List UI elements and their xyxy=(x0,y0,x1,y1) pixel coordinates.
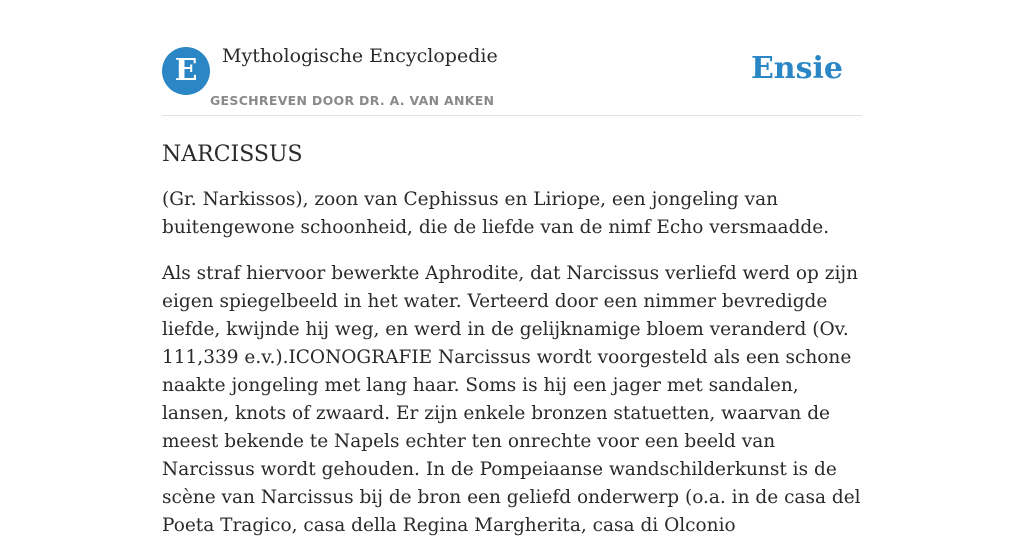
article-paragraph: (Gr. Narkissos), zoon van Cephissus en Liriope, een jongeling van buitengewone schoonheid, die de liefde van de nimf Echo versmaadde. xyxy=(162,189,830,238)
encyclopedia-logo-icon[interactable]: E xyxy=(162,47,210,95)
article-title: NARCISSUS xyxy=(162,142,303,167)
article-paragraph: Als straf hiervoor bewerkte Aphrodite, dat Narcissus verliefd werd op zijn eigen spiegelbeeld in het water. Verteerd door een nimmer bevredigde liefde, kwijnde hij weg, en werd in de gelijknamige bloem veranderd (Ov. 111,339 e.v.).ICONOGRAFIE Narcissus wordt voorgesteld als een schone naakte jongeling met lang haar. Soms is hij een jager met sandalen, lansen, knots of zwaard. Er zijn enkele bronzen statuetten, waarvan de meest bekende te Napels echter ten onrechte voor een beeld van Narcissus wordt gehouden. In de Pompeiaanse wandschilderkunst is de scène van Narcissus bij de bron een geliefd onderwerp (o.a. in de casa del Poeta Tragico, casa della Regina Margherita, casa di Olconio xyxy=(162,263,861,536)
author-line: GESCHREVEN DOOR DR. A. VAN ANKEN xyxy=(210,93,495,108)
page-header xyxy=(162,0,862,116)
encyclopedia-title[interactable]: Mythologische Encyclopedie xyxy=(222,45,498,67)
article xyxy=(162,140,862,558)
ensie-logo-link[interactable]: Ensie xyxy=(750,51,843,86)
